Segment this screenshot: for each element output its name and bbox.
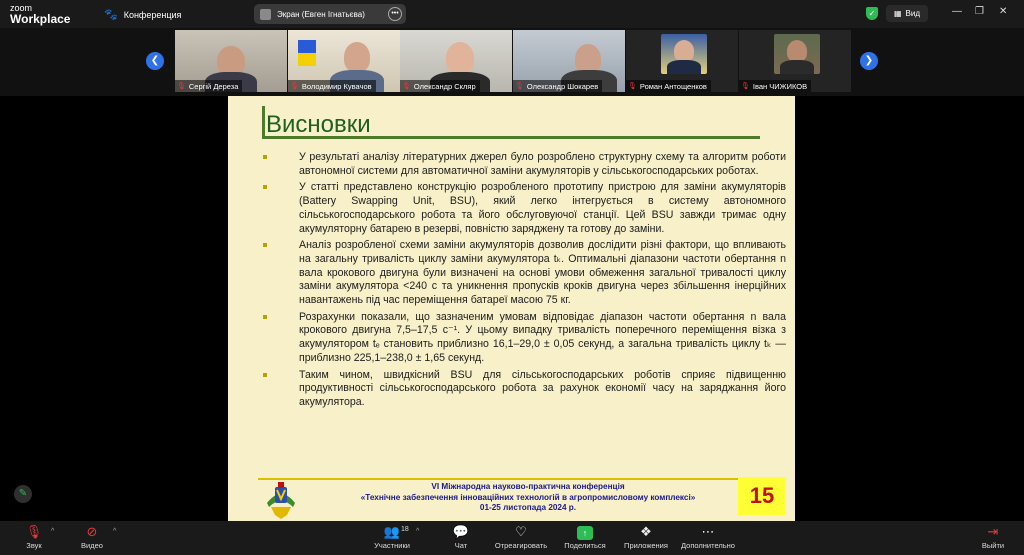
more-label: Дополнительно [681, 541, 735, 550]
flag-icon [298, 40, 316, 53]
conference-dates: 01-25 листопада 2024 р. [479, 503, 577, 512]
minimize-icon[interactable]: — [952, 6, 962, 17]
shield-check-icon[interactable]: ✓ [866, 7, 878, 20]
participant-name: Олександр Шокарев [526, 81, 599, 91]
avatar [661, 34, 707, 74]
bullet-item [258, 239, 786, 308]
avatar [774, 34, 820, 74]
participant-name-tag [288, 80, 376, 92]
meeting-title[interactable] [104, 8, 181, 21]
brand-top: zoom [10, 3, 33, 13]
avatar-body [780, 60, 814, 74]
paw-icon: 🐾 [104, 9, 118, 21]
participant-face [344, 42, 370, 72]
participants-button[interactable] [362, 523, 422, 550]
avatar-face [674, 40, 694, 62]
audio-label: Звук [26, 541, 42, 550]
more-icon: ⋯ [701, 524, 715, 539]
participant-tile[interactable] [175, 30, 287, 92]
conference-caption [308, 482, 748, 514]
participant-name: Роман Антощенков [639, 81, 707, 91]
mic-muted-icon: 🎙 [290, 83, 299, 90]
shared-screen [228, 96, 795, 521]
bullet-mark [263, 243, 267, 247]
heart-icon: ♡ [515, 524, 527, 539]
bullet-text: Таким чином, швидкісний BSU для сільськогосподарських роботів сприяє підвищенню продуктивності сільськогосподарського робота за рахунок економії часу на заряджання його акумулятора. [299, 368, 786, 408]
share-label: Поделиться [564, 541, 606, 550]
bullet-text: У результаті аналізу літературних джерел було розроблено структурну схему та алгоритм роботи автономної системи для автоматичної заміни акумуляторів у сільськогосподарських роботах. [299, 151, 786, 177]
more-options-icon[interactable]: ••• [388, 7, 402, 21]
participant-face [446, 42, 474, 74]
bullet-text: Розрахунки показали, що зазначеним умовам відповідає діапазон частоти обертання n вала крокового двигуна 7,5–17,5 с⁻¹. У цьому випадку тривалість поперечного переміщення візка з акумулятором tₑ становить приблизно 16,1–29,0 ± 0,05 секунд, а загальна тривалість циклу tₖ — приблизно 225,1–238,0 ± 1,65 секунд. [299, 310, 786, 364]
bullet-mark [263, 155, 267, 159]
mic-muted-icon: 🎙 [177, 83, 186, 90]
participants-caret-icon[interactable]: ^ [416, 528, 420, 535]
brand-bottom: Workplace [10, 12, 71, 26]
participant-name-tag [739, 80, 811, 92]
gallery-next-button[interactable]: ❯ [860, 52, 878, 70]
mic-muted-icon: 🎙 [402, 83, 411, 90]
react-button[interactable] [491, 523, 551, 550]
apps-icon: ❖ [640, 524, 652, 539]
close-icon[interactable]: ✕ [999, 6, 1008, 17]
more-button[interactable] [678, 523, 738, 550]
footer-rule [258, 478, 768, 480]
mic-muted-icon: 🎙 [741, 83, 750, 90]
leave-button[interactable] [963, 523, 1023, 550]
slide-title: Висновки [266, 111, 371, 138]
participant-name: Іван ЧИЖИКОВ [752, 81, 808, 91]
leave-label: Выйти [981, 541, 1005, 550]
bullet-mark [263, 315, 267, 319]
bullet-text: У статті представлено конструкцію розробленого прототипу пристрою для заміни акумуляторів (Battery Swapping Unit, BSU), який легко інтегрується в систему автономного сільськогосподарського робота та його обслуговуючої станції. Цей BSU завжди тримає одну акумуляторну батарею в резерві, повністю заряджену та готову до заміни. [299, 181, 786, 235]
screen-share-icon [260, 9, 271, 20]
participant-tile[interactable] [626, 30, 738, 92]
participant-name-tag [513, 80, 602, 92]
conference-theme: «Технічне забезпечення інноваційних технологій в агропромисловому комплексі» [360, 492, 696, 502]
avatar-face [787, 40, 807, 62]
react-label: Отреагировать [494, 541, 548, 550]
avatar-body [667, 60, 701, 74]
video-options-caret-icon[interactable]: ^ [113, 528, 117, 535]
screen-share-pill[interactable] [254, 4, 406, 24]
flag-icon [298, 53, 316, 66]
participant-tile[interactable] [400, 30, 512, 92]
meeting-title-label: Конференция [123, 9, 182, 20]
bullet-mark [263, 185, 267, 189]
bullet-item [258, 181, 786, 236]
leave-icon: ⇥ [987, 524, 999, 539]
restore-icon[interactable]: ❐ [975, 6, 984, 17]
bullet-item [258, 311, 786, 366]
participant-tile[interactable] [513, 30, 625, 92]
mic-muted-icon: 🎙 [515, 83, 524, 90]
video-label: Видео [81, 541, 103, 550]
participants-count: 18 [401, 526, 409, 533]
mic-muted-icon: 🎙 [25, 524, 43, 539]
chat-label: Чат [454, 541, 468, 550]
university-emblem-icon [263, 481, 299, 519]
bullet-text: Аналіз розробленої схеми заміни акумуляторів дозволив дослідити різні фактори, що впливають на загальну тривалість циклу заміни акумулятора tₖ. Оптимальні діапазони частоти обертання n вала крокового двигуна були визначені на основі умови обмеження загальної тривалості циклу заміни акумулятора <240 с та уникнення пропусків кроків двигуна через збільшення інерційних навантажень під час переміщення батареї масою 75 кг. [299, 239, 786, 307]
share-button[interactable] [555, 523, 615, 550]
participant-name: Володимир Кувачов [301, 81, 372, 91]
view-button[interactable] [886, 5, 928, 22]
participants-icon: 👥 [383, 524, 401, 539]
slide-footer [258, 476, 788, 521]
annotate-pencil-icon[interactable]: ✎ [14, 485, 32, 503]
view-label: Вид [905, 9, 921, 18]
chat-icon: 💬 [452, 524, 470, 539]
participant-tile[interactable] [739, 30, 851, 92]
participant-name-tag [400, 80, 480, 92]
bullet-item [258, 369, 786, 410]
participant-name: Сергій Дереза [188, 81, 239, 91]
share-screen-icon: ↑ [577, 526, 593, 540]
video-gallery [0, 28, 1024, 96]
grid-icon: ▦ [893, 9, 902, 18]
apps-button[interactable] [616, 523, 676, 550]
chat-button[interactable] [431, 523, 491, 550]
conference-name: VI Міжнародна науково-практична конференція [431, 482, 625, 491]
audio-button[interactable] [4, 523, 64, 550]
meeting-toolbar [0, 521, 1024, 555]
participant-tile[interactable] [288, 30, 400, 92]
bullet-mark [263, 373, 267, 377]
participant-name-tag [626, 80, 711, 92]
zoom-logo [10, 3, 70, 24]
bullet-item [258, 151, 786, 178]
gallery-prev-button[interactable]: ❮ [146, 52, 164, 70]
bullet-list [258, 151, 786, 413]
slide-page-number: 15 [738, 477, 786, 515]
screen-share-label: Экран (Евген Ігнатьєва) [277, 9, 365, 19]
video-off-icon: ⊘ [86, 524, 98, 539]
participants-label: Участники [374, 541, 410, 550]
apps-label: Приложения [624, 541, 668, 550]
mic-muted-icon: 🎙 [628, 83, 637, 90]
audio-options-caret-icon[interactable]: ^ [51, 528, 55, 535]
participant-name-tag [175, 80, 242, 92]
participant-name: Олександр Скляр [413, 81, 476, 91]
top-bar [0, 0, 1024, 28]
